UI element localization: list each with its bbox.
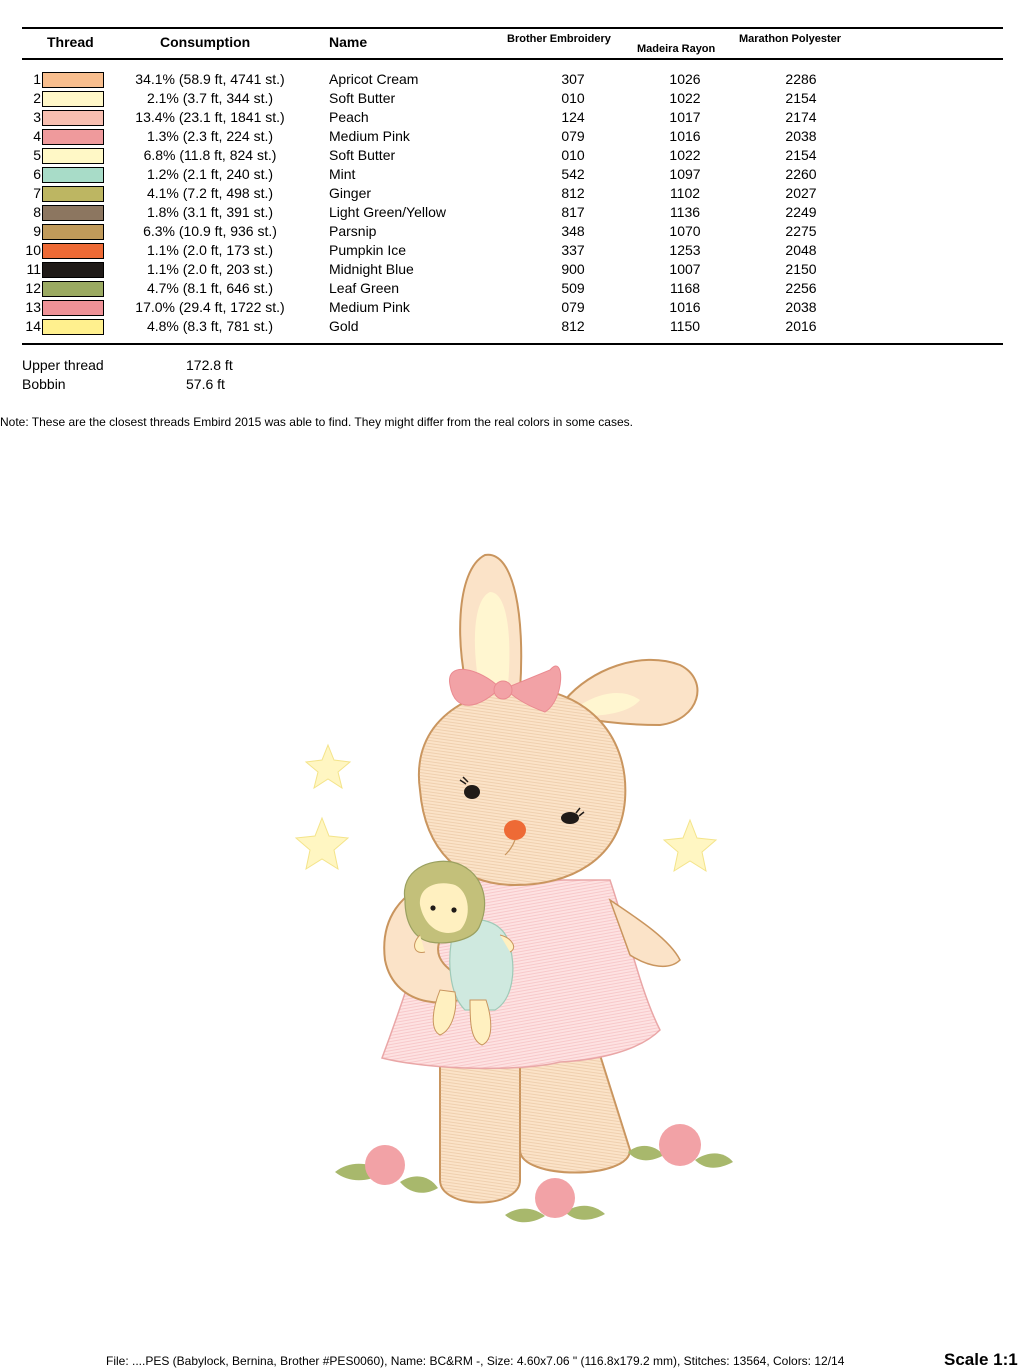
thread-name: Apricot Cream [329,71,419,87]
brother-code: 509 [561,280,585,296]
thread-row [0,279,1024,298]
brother-code: 010 [561,90,585,106]
table-header-rule [22,58,1003,60]
thread-number: 8 [33,204,41,220]
header-consumption: Consumption [160,34,251,50]
brother-code: 812 [561,318,585,334]
thread-row [0,241,1024,260]
bobbin-label: Bobbin [22,376,66,392]
header-marathon: Marathon Polyester [739,33,842,45]
thread-color-swatch [42,319,104,335]
thread-row [0,146,1024,165]
thread-name: Gold [329,318,359,334]
brother-code: 124 [561,109,585,125]
thread-color-swatch [42,148,104,164]
thread-row [0,108,1024,127]
marathon-code: 2256 [785,280,817,296]
thread-color-swatch [42,72,104,88]
thread-number: 7 [33,185,41,201]
file-info: File: ....PES (Babylock, Bernina, Brother #PES0060), Name: BC&RM -, Size: 4.60x7.06 " (116.8x179.2 mm), Stitches: 13564, Colors: 12/14 [106,1354,845,1368]
thread-number: 1 [33,71,41,87]
thread-row [0,222,1024,241]
madeira-code: 1022 [669,90,701,106]
marathon-code: 2174 [785,109,817,125]
madeira-code: 1168 [669,280,701,296]
brother-code: 542 [561,166,585,182]
thread-note: Note: These are the closest threads Embird 2015 was able to find. They might differ from the real colors in some cases. [0,415,633,429]
brother-code: 010 [561,147,585,163]
thread-name: Soft Butter [329,90,396,106]
bunny-girl-embroidery-design [280,540,750,1240]
marathon-code: 2038 [785,299,817,315]
thread-consumption: 6.8% (11.8 ft, 824 st.) [143,147,277,163]
madeira-code: 1102 [669,185,701,201]
thread-row [0,127,1024,146]
header-thread: Thread [47,34,94,50]
thread-consumption: 4.8% (8.3 ft, 781 st.) [146,318,274,334]
thread-name: Pumpkin Ice [329,242,407,258]
thread-row [0,70,1024,89]
madeira-code: 1022 [669,147,701,163]
thread-color-swatch [42,243,104,259]
brother-code: 337 [561,242,585,258]
thread-name: Leaf Green [329,280,400,296]
thread-consumption: 1.8% (3.1 ft, 391 st.) [146,204,274,220]
thread-row [0,203,1024,222]
brother-code: 079 [561,128,585,144]
thread-name: Peach [329,109,369,125]
thread-consumption: 1.3% (2.3 ft, 224 st.) [146,128,274,144]
madeira-code: 1007 [669,261,701,277]
madeira-code: 1136 [669,204,701,220]
madeira-code: 1150 [669,318,701,334]
brother-code: 079 [561,299,585,315]
madeira-code: 1253 [669,242,701,258]
thread-row [0,260,1024,279]
thread-row [0,165,1024,184]
thread-name: Parsnip [329,223,377,239]
bobbin-value: 57.6 ft [186,376,225,392]
thread-consumption: 1.1% (2.0 ft, 203 st.) [146,261,274,277]
madeira-code: 1026 [669,71,701,87]
thread-consumption: 2.1% (3.7 ft, 344 st.) [146,90,274,106]
thread-name: Soft Butter [329,147,396,163]
thread-color-swatch [42,224,104,240]
madeira-code: 1097 [669,166,701,182]
brother-code: 900 [561,261,585,277]
thread-number: 13 [25,299,41,315]
madeira-code: 1016 [669,128,701,144]
thread-number: 12 [25,280,41,296]
thread-number: 5 [33,147,41,163]
marathon-code: 2150 [785,261,817,277]
marathon-code: 2249 [785,204,817,220]
thread-row [0,89,1024,108]
madeira-code: 1017 [669,109,701,125]
brother-code: 307 [561,71,585,87]
thread-name: Midnight Blue [329,261,414,277]
thread-number: 9 [33,223,41,239]
thread-name: Light Green/Yellow [329,204,447,220]
brother-code: 348 [561,223,585,239]
thread-number: 10 [25,242,41,258]
thread-number: 2 [33,90,41,106]
thread-consumption: 4.1% (7.2 ft, 498 st.) [146,185,274,201]
thread-consumption: 1.1% (2.0 ft, 173 st.) [146,242,274,258]
upper-thread-label: Upper thread [22,357,104,373]
thread-name: Medium Pink [329,299,410,315]
thread-consumption: 4.7% (8.1 ft, 646 st.) [146,280,274,296]
thread-color-swatch [42,300,104,316]
bunny-legs [440,1050,630,1203]
bunny-head [419,688,625,885]
thread-consumption: 17.0% (29.4 ft, 1722 st.) [135,299,285,315]
thread-color-swatch [42,167,104,183]
upper-thread-value: 172.8 ft [186,357,233,373]
table-top-rule [22,27,1003,29]
thread-consumption: 34.1% (58.9 ft, 4741 st.) [135,71,285,87]
thread-row [0,184,1024,203]
thread-color-swatch [42,205,104,221]
thread-color-swatch [42,281,104,297]
thread-color-swatch [42,129,104,145]
brother-code: 817 [561,204,585,220]
thread-number: 3 [33,109,41,125]
thread-name: Mint [329,166,356,182]
marathon-code: 2027 [785,185,817,201]
madeira-code: 1016 [669,299,701,315]
marathon-code: 2154 [785,90,817,106]
marathon-code: 2048 [785,242,817,258]
marathon-code: 2260 [785,166,817,182]
thread-number: 4 [33,128,41,144]
marathon-code: 2154 [785,147,817,163]
marathon-code: 2286 [785,71,817,87]
marathon-code: 2275 [785,223,817,239]
header-madeira: Madeira Rayon [637,43,716,55]
thread-color-swatch [42,91,104,107]
thread-name: Medium Pink [329,128,410,144]
header-name: Name [329,34,368,50]
thread-number: 11 [26,261,41,277]
marathon-code: 2016 [785,318,817,334]
marathon-code: 2038 [785,128,817,144]
scale-label: Scale 1:1 [944,1350,1018,1369]
thread-consumption: 6.3% (10.9 ft, 936 st.) [143,223,277,239]
thread-color-swatch [42,186,104,202]
thread-number: 14 [25,318,41,334]
table-bottom-rule [22,343,1003,345]
thread-row [0,298,1024,317]
thread-color-swatch [42,262,104,278]
brother-code: 812 [561,185,585,201]
madeira-code: 1070 [669,223,701,239]
thread-consumption: 13.4% (23.1 ft, 1841 st.) [135,109,285,125]
thread-consumption: 1.2% (2.1 ft, 240 st.) [146,166,274,182]
thread-color-swatch [42,110,104,126]
header-brother: Brother Embroidery [507,33,611,45]
thread-name: Ginger [329,185,372,201]
thread-row [0,317,1024,336]
thread-number: 6 [33,166,41,182]
